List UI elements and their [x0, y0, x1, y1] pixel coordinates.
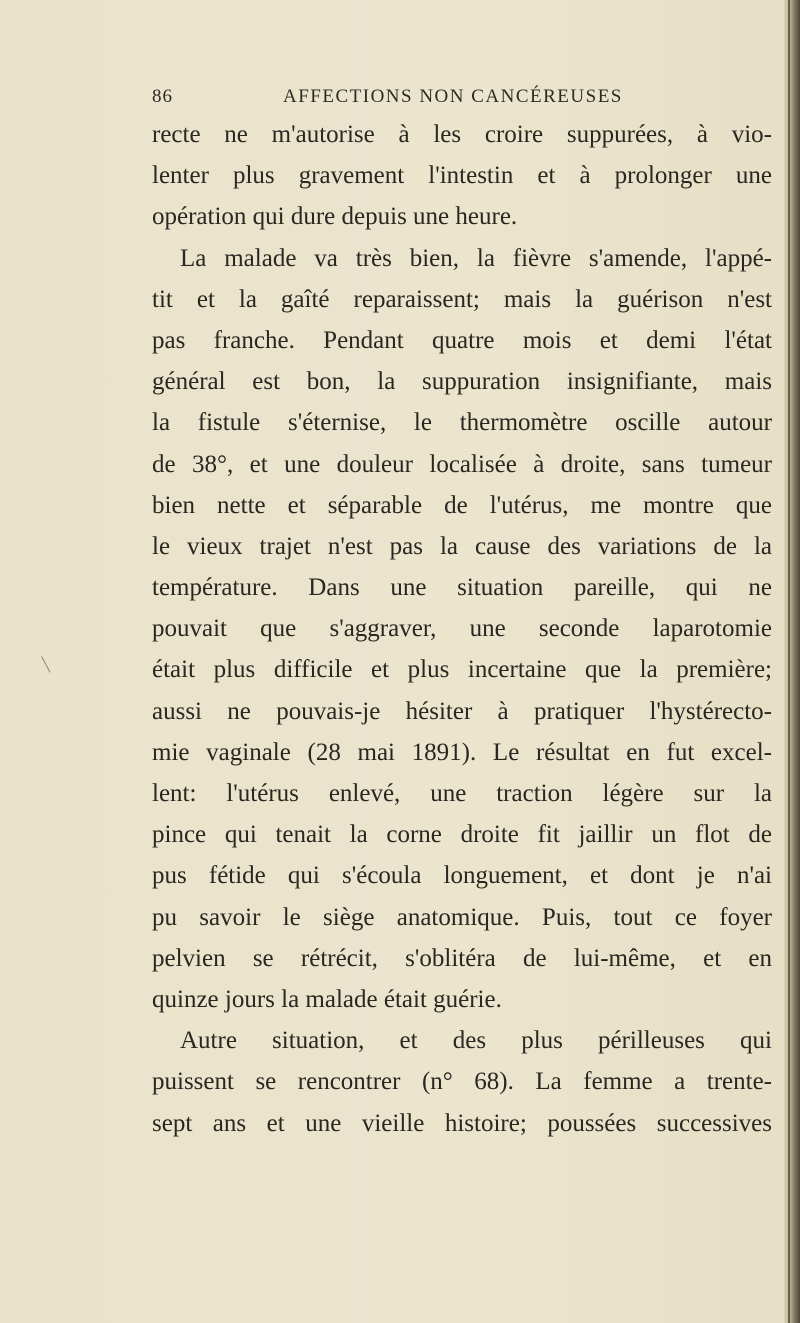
page-number: 86: [152, 86, 173, 107]
text-line: pouvait que s'aggraver, une seconde laparotomie: [152, 615, 772, 643]
page-header: [152, 86, 672, 114]
text-line: pince qui tenait la corne droite fit jaillir un flot de: [152, 821, 772, 849]
text-line: le vieux trajet n'est pas la cause des variations de la: [152, 532, 772, 560]
text-line: quinze jours la malade était guérie.: [152, 985, 502, 1013]
text-line: la fistule s'éternise, le thermomètre oscille autour: [152, 409, 772, 437]
text-line: Autre situation, et des plus périlleuses qui: [180, 1027, 772, 1055]
text-line: aussi ne pouvais-je hésiter à pratiquer l'hystérecto-: [152, 697, 772, 725]
text-line: pus fétide qui s'écoula longuement, et dont je n'ai: [152, 862, 772, 890]
page-edge-shadow: [784, 0, 800, 1323]
text-line: pas franche. Pendant quatre mois et demi l'état: [152, 326, 772, 354]
body-text: [152, 114, 772, 1144]
text-line: de 38°, et une douleur localisée à droite, sans tumeur: [152, 450, 772, 478]
text-line: La malade va très bien, la fièvre s'amende, l'appé-: [180, 244, 772, 272]
text-line: lent: l'utérus enlevé, une traction légère sur la: [152, 780, 772, 807]
page-edge-line: [788, 0, 790, 1323]
text-line: température. Dans une situation pareille, qui ne: [152, 574, 772, 602]
text-line: général est bon, la suppuration insignifiante, mais: [152, 368, 772, 396]
margin-mark: [41, 653, 56, 672]
text-line: pelvien se rétrécit, s'oblitéra de lui-même, et en: [152, 944, 772, 972]
text-line: recte ne m'autorise à les croire suppurées, à vio-: [152, 121, 772, 148]
text-line: puissent se rencontrer (n° 68). La femme a trente-: [152, 1068, 772, 1096]
text-line: pu savoir le siège anatomique. Puis, tout ce foyer: [152, 903, 772, 931]
text-line: tit et la gaîté reparaissent; mais la guérison n'est: [152, 285, 772, 313]
text-line: sept ans et une vieille histoire; poussées successives: [152, 1109, 772, 1137]
text-line: lenter plus gravement l'intestin et à prolonger une: [152, 162, 772, 190]
running-title: AFFECTIONS NON CANCÉREUSES: [283, 86, 623, 107]
text-line: était plus difficile et plus incertaine que la première;: [152, 656, 772, 684]
text-line: bien nette et séparable de l'utérus, me montre que: [152, 491, 772, 519]
text-line: opération qui dure depuis une heure.: [152, 203, 518, 231]
text-line: mie vaginale (28 mai 1891). Le résultat en fut excel-: [152, 738, 772, 766]
